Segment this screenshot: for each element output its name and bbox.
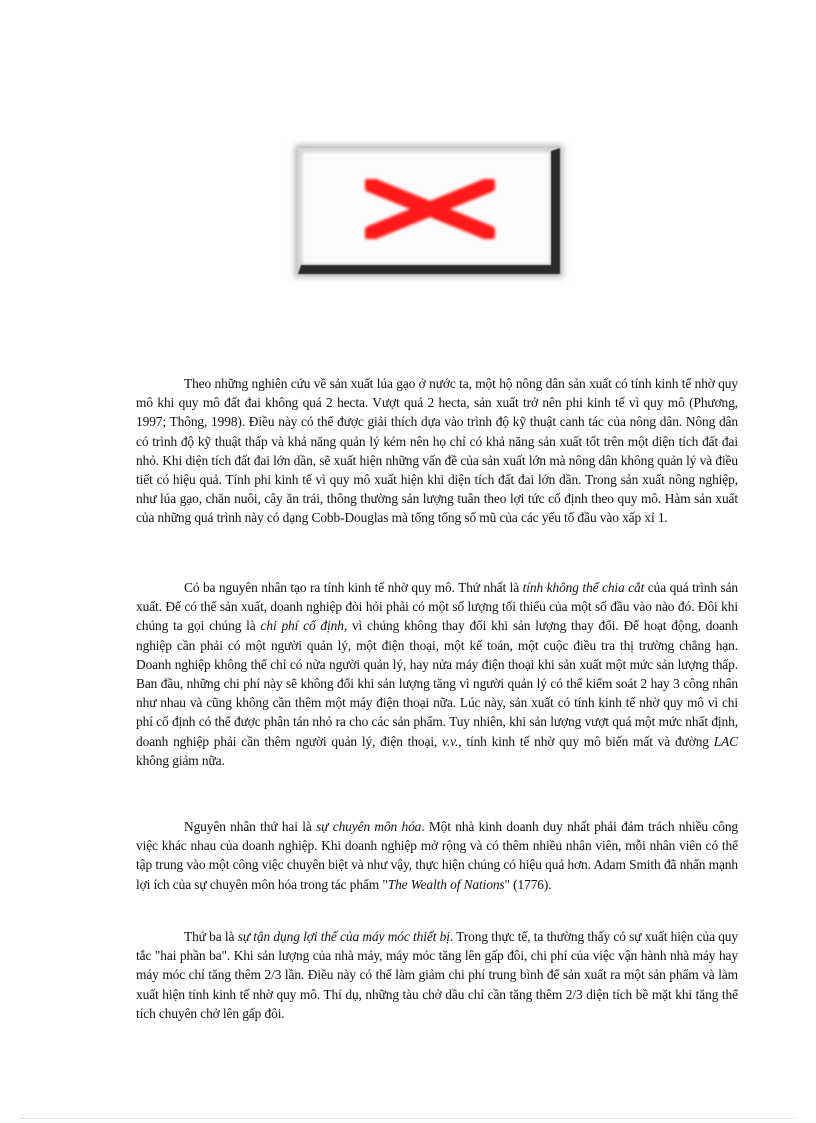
emphasis-term: v.v. [442,733,459,749]
emphasis-term: sự chuyên môn hóa [316,819,422,834]
text-run: Thứ ba là [184,929,238,944]
paragraph-text [136,578,738,770]
text-run: Có ba nguyên nhân tạo ra tính kinh tế nhờ quy mô. Thứ nhất là [184,580,523,595]
broken-image-placeholder [298,148,560,274]
text-run: " (1776). [504,876,552,892]
text-run: . Trong thực tế, ta thường thấy có sự xuất hiện của quy tắc "hai phần ba". Khi sản lượng của nhà máy, máy móc tăng lên gấp đôi, chi phí của việc vận hành nhà máy hay máy móc chỉ tăng thêm 2/3 lần. Điều này có thể làm giảm chi phí trung bình để sản xuất ra một sản phẩm và làm xuất hiện tính kinh tế nhờ quy mô. Thí dụ, những tàu chở dầu chỉ cần tăng thêm 2/3 diện tích bề mặt khi tăng thể tích chuyên chở lên gấp đôi. [136,929,739,1021]
paragraph-4 [136,927,738,1023]
paragraph-text [136,927,738,1023]
paragraph-3 [136,817,738,894]
emphasis-term: sự tận dụng lợi thế của máy móc thiết bị [237,929,450,944]
broken-image-icon [365,179,495,239]
paragraph-2 [136,578,738,770]
text-run: vì chúng không thay đổi khi sản lượng thay đổi. Để hoạt động, doanh nghiệp cần phải có một người quản lý, một điện thoại, một kế toán, một cuộc điều tra thị trường chẳng hạn. Doanh nghiệp không thể chỉ có nửa người quản lý, hay nửa máy điện thoại khi sản xuất một mức sản lượng thấp. Ban đầu, những chi phí này sẽ không đổi khi sản lượng tăng vì người quản lý có thể kiểm soát 2 hay 3 công nhân như nhau và cũng không cần thêm một máy điện thoại nữa. Lúc này, sản xuất có tính kinh tế nhờ quy mô vì chi phí cố định có thể được phân tán nhỏ ra cho các sản phẩm. Tuy nhiên, khi sản lượng vượt quá một mức nhất định, doanh nghiệp phải cần thêm người quản lý, điện thoại, [136,618,738,749]
paragraph-1 [136,374,738,528]
text-run: Nguyên nhân thứ hai là [184,819,317,834]
emphasis-term: tính không thể chia cắt [522,580,645,595]
paragraph-text: Theo những nghiên cứu về sản xuất lúa gạo ở nước ta, một hộ nông dân sản xuất có tính kinh tế nhờ quy mô khi quy mô đất đai không quá 2 hecta. Vượt quá 2 hecta, sản xuất trở nên phi kinh tế vì quy mô (Phương, 1997; Thông, 1998). Điều này có thể được giải thích dựa vào trình độ kỹ thuật canh tác của nông dân. Nông dân có trình độ kỹ thuật thấp và khả năng quản lý kém nên họ chỉ có khả năng sản xuất tốt trên một diện tích đất đai nhỏ. Khi diện tích đất đai lớn dần, sẽ xuất hiện những vấn đề của sản xuất lớn mà nông dân không quản lý và điều tiết có hiệu quả. Tính phi kinh tế vì quy mô xuất hiện khi diện tích đất đai lớn dần. Trong sản xuất nông nghiệp, như lúa gạo, chăn nuôi, cây ăn trái, thông thường sản lượng tuân theo lợi tức cố định theo quy mô. Hàm sản xuất của những quá trình này có dạng Cobb-Douglas mà tổng tổng số mũ của các yếu tố đầu vào xấp xỉ 1. [136,376,738,526]
text-run: , tính kinh tế nhờ quy mô biến mất và đường [458,733,714,749]
paragraph-text [136,817,738,894]
emphasis-term: chi phí cố định, [260,618,348,634]
page-bottom-divider [20,1118,796,1119]
emphasis-term: LAC [713,733,738,749]
book-title: The Wealth of Nations [387,876,505,892]
text-run: . Một nhà kinh doanh duy nhất phải đảm trách nhiều công việc khác nhau của doanh nghiệp. Khi doanh nghiệp mở rộng và có thêm nhiều nhân viên, mỗi nhân viên có thể tập trung vào một công việc chuyên biệt và như vậy, thực hiện chúng có hiệu quả hơn. Adam Smith đã nhấn mạnh lợi ích của sự chuyên môn hóa trong tác phẩm " [136,819,739,892]
text-run: không giảm nữa. [136,752,225,768]
text-run: của quá trình sản xuất. Để có thể sản xuất, doanh nghiệp đòi hỏi phải có một số lượng tối thiểu của một số đầu vào nào đó. Đôi khi chúng ta gọi chúng là [136,580,739,634]
